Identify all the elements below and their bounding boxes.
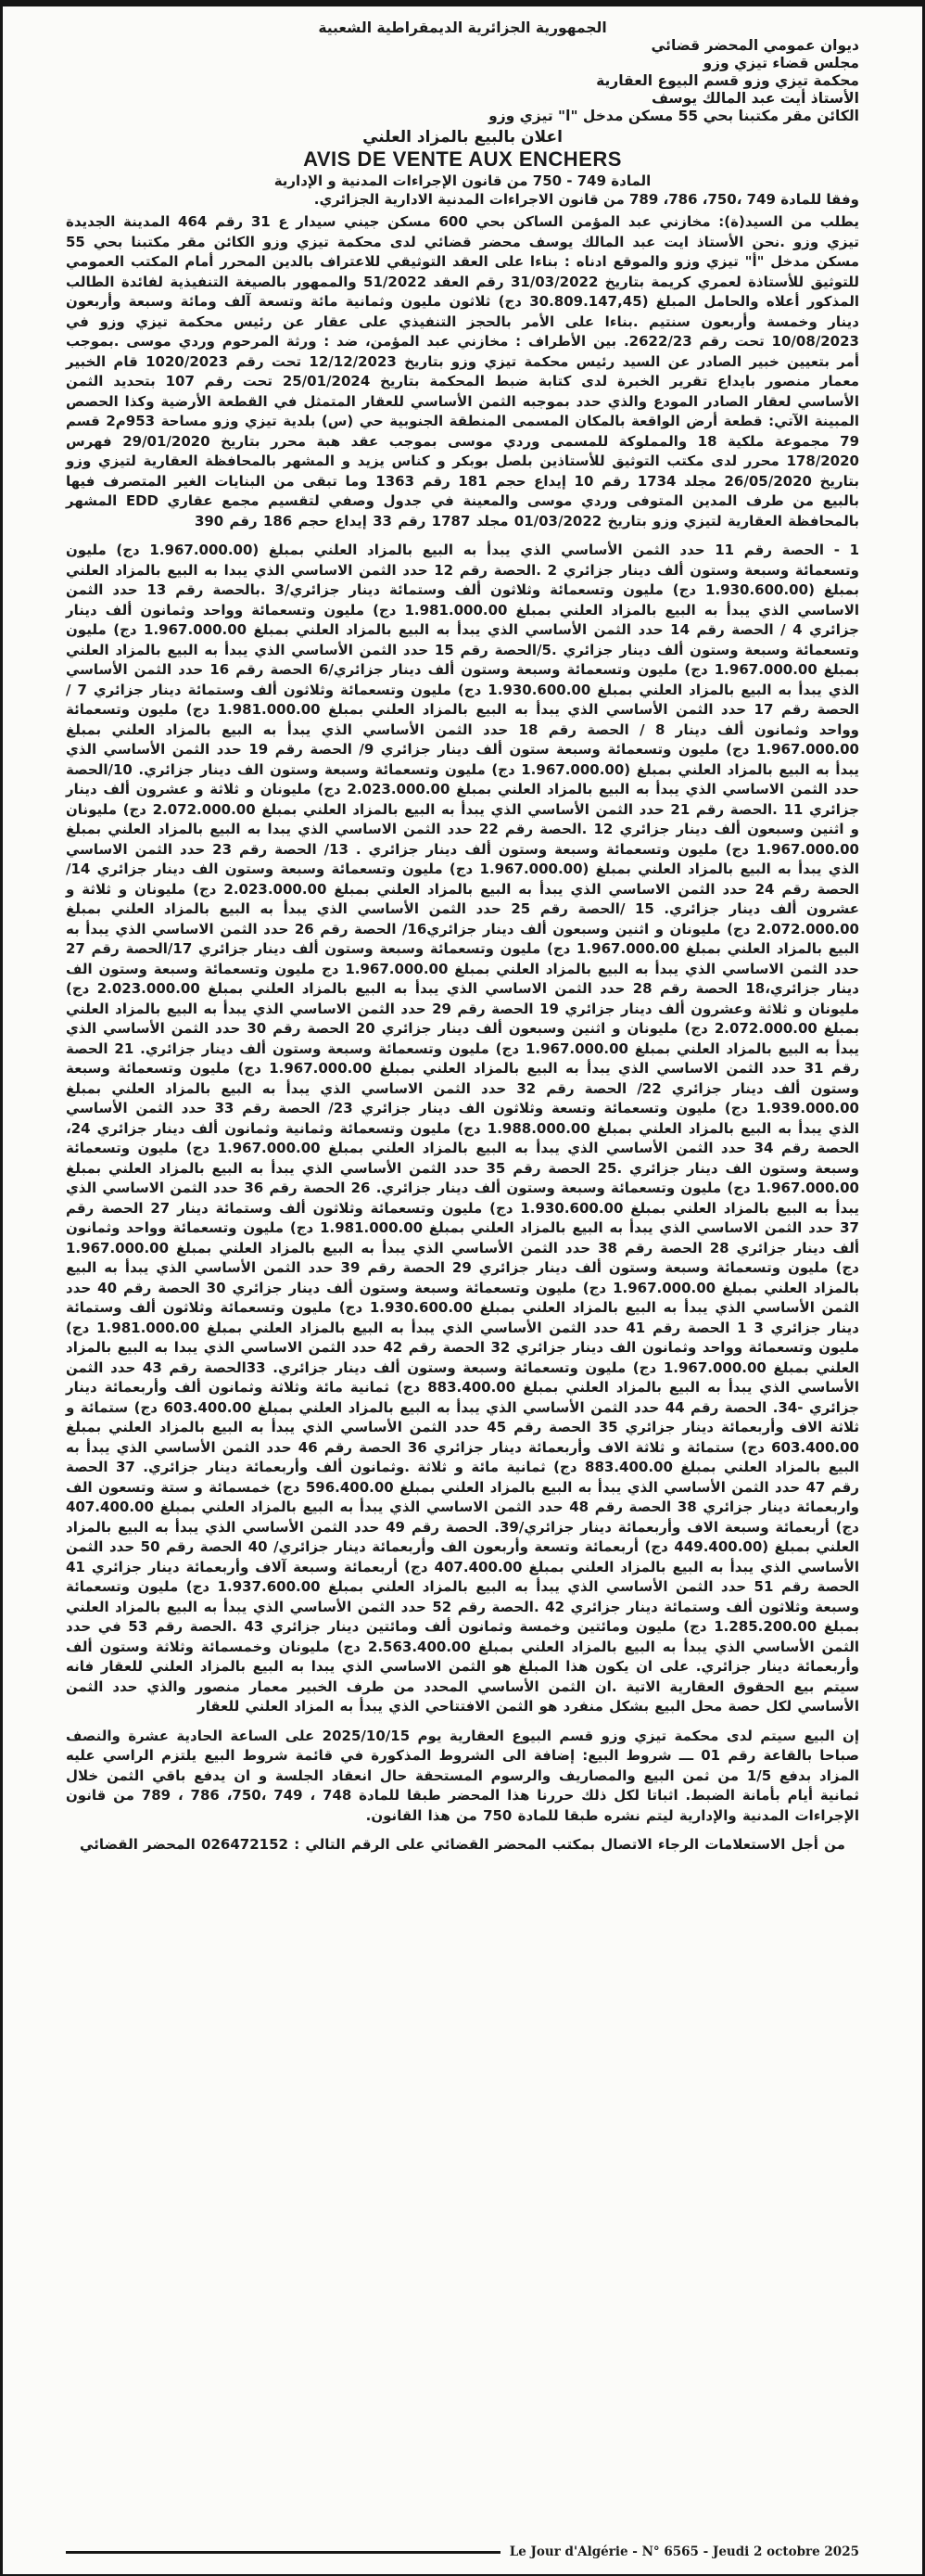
notice-body: [66, 212, 859, 1865]
legal-basis-line-2: وفقا للمادة 749 ،750، 786، 789 من قانون الاجراءات المدنية الادارية الجزائري.: [313, 191, 859, 208]
body-paragraph-intro: يطلب من السيد(ة): مخازني عبد المؤمن الساكن بحي 600 مسكن جيني سيدار ع 31 رقم 464 المدينة الجديدة تيزي وزو .نحن الأستاذ ايت عبد المالك يوسف محضر قضائي لدى محكمة تيزي وزو الكائن مقر مكتبنا بحي 55 مسكن مدخل "أ" تيزي وزو والموقع ادناه : بناءا على العقد التوثيقي للاعتراف بالدين المحرر أمام المكتب العمومي للتوثيق للأستاذة لعمري كريمة بتاريخ 31/03/2022 رقم العقد 51/2022 والممهور بالصيغة التنفيذية لفائدة الطالب المذكور أعلاه والحامل المبلغ (30.809.147,45 دج) ثلاثون مليون وثمانية مائة وتسعة آلف ومائة وسبعة وأربعون دينار وخمسة وأربعون سنتيم .بناءا على الأمر بالحجز التنفيذي على عقار عن رئيس محكمة تيزي وزو في 10/08/2023 تحت رقم 2622/23. بين الأطراف : مخازني عبد المؤمن، ضد : ورثة المرحوم وردي موسى .بموجب أمر بتعيين خبير الصادر عن السيد رئيس محكمة تيزي وزو بتاريخ 12/12/2023 تحت رقم 1020/2023 قام الخبير معمار منصور بايداع تقرير الخبرة لدى كتابة ضبط المحكمة بتاريخ 25/01/2024 تحت رقم 107 بتحديد الثمن الأساسي لعقار الصادر المودع والذي حدد بموجبه الثمن الأساسي للعقار المتمثل في القطعة الأرضية وكذا الحصص المبينة الآتي: قطعة أرض الواقعة بالمكان المسمى المنطقة الجنوبية حي (س) بلدية تيزي وزو مساحة 953م2 قسم 79 مجموعة ملكية 18 والمملوكة للمسمى وردي موسى بموجب عقد هبة محرر بتاريخ 29/01/2020 فهرس 178/2020 محرر لدى مكتب التوثيق للأستاذين بلصل بوبكر و كناس يزيد و المشهر بالمحافظة العقارية لتيزي وزو بتاريخ 26/05/2020 مجلد 1734 رقم 10 إيداع حجم 181 رقم 1363 وما تبقى من البنايات الغير المتصرف فيها بالبيع من طرف المدين المتوفى وردي موسى والمعينة في جدول وصفي لتقسيم مجمع عقاري EDD المشهر بالمحافظة العقارية لتيزي وزو بتاريخ 01/03/2022 مجلد 1787 رقم 33 إيداع حجم 186 رقم 390: [66, 213, 860, 529]
header-office: ديوان عمومي المحضر قضائي: [651, 37, 859, 54]
body-paragraph-lots: 1 - الحصة رقم 11 حدد الثمن الأساسي الذي يبدأ به البيع بالمزاد العلني بمبلغ (1.967.000.00 دج) مليون وتسعمائة وسبعة وستون ألف دينار جزائري 2 .الحصة رقم 12 حدد الثمن الاساسي الذي يبدا به البيع بالمزاد العلني بمبلغ (1.930.600.00 دج) مليون وتسعمائة وثلاثون ألف وستمائة دينار جزائري/3 .بالحصة رقم 13 حدد الثمن الاساسي الذي يبدأ به البيع بالمزاد العلني بمبلغ 1.981.000.00 دج) مليون وتسعمائة وواحد وثمانون ألف دينار جزائري 4 / الحصة رقم 14 حدد الثمن الأساسي الذي يبدأ به البيع بالمزاد العلني بمبلغ 1.967.000.00 دج) مليون وتسعمائة وسبعة وستون ألف دينار جزائري .5/الحصة رقم 15 حدد الثمن الأساسي الذي يبدأ به البيع بالمزاد العلني بمبلغ 1.967.000.00 دج) مليون وتسعمائة وسبعة وستون ألف دينار جزائري/6 الحصة رقم 16 حدد الثمن الأساسي الذي يبدأ به البيع بالمزاد العلني بمبلغ 1.930.600.00 دج) مليون وتسعمائة وثلاثون ألف وستمائة دينار جزائري 7 / الحصة رقم 17 حدد الثمن الأساسي الذي يبدأ به البيع بالمزاد العلني بمبلغ 1.981.000.00 دج) مليون وتسعمائة وواحد وثمانون ألف دينار 8 / الحصة رقم 18 حدد الثمن الأساسي الذي يبدأ به البيع بالمزاد العلني بمبلغ 1.967.000.00 دج) مليون وتسعمائة وسبعة ستون ألف دينار جزائري 9/ الحصة رقم 19 حدد الثمن الأساسي الذي يبدأ به البيع بالمزاد العلني بمبلغ (1.967.000.00 دج) مليون وتسعمائة وسبعة وستون الف دينار جزائري. 10/الحصة حدد الثمن الاساسي الذي يبدأ به البيع بالمزاد العلني بمبلغ 2.023.000.00 دج) مليونان و ثلاثة و عشرون ألف دينار جزائري 11 .الحصة رقم 21 حدد الثمن الأساسي الذي يبدأ به البيع بالمزاد العلني بمبلغ 2.072.000.00 دج) مليونان و اثنين وسبعون ألف دينار جزائري 12 .الحصة رقم 22 حدد الثمن الاساسي الذي يبدا به البيع بالمزاد العلني بمبلغ 1.967.000.00 دج) مليون وتسعمائة وسبعة وستون ألف دينار جزائري . 13/ الحصة رقم 23 حدد الثمن الاساسي الذي يبدأ به البيع بالمزاد العلني بمبلغ (1.967.000.00 دج) مليون وتسعمائة وسبعة وستون الف دينار جزائري 14/الحصة رقم 24 حدد الثمن الاساسي الذي يبدأ به البيع بالمزاد العلني بمبلغ 2.023.000.00 دج) مليونان و ثلاثة و عشرون ألف دينار جزائري. 15 /الحصة رقم 25 حدد الثمن الأساسي الذي يبدأ به البيع بالمزاد العلني بمبلغ 2.072.000.00 دج) مليونان و اثنين وسبعون ألف دينار جزائري16/ الحصة رقم 26 حدد الثمن الاساسي الذي يبدأ به البيع بالمزاد العلني بمبلغ 1.967.000.00 دج) مليون وتسعمائة وسبعة وستون ألف دينار جزائري 17/الحصة رقم 27 حدد الثمن الاساسي الذي يبدأ به البيع بالمزاد العلني بمبلغ 1.967.000.00 دج مليون وتسعمائة وسبعة وستون الف دينار جزائري،18 الحصة رقم 28 حدد الثمن الاساسي الذي يبدأ به البيع بالمزاد العلني بمبلغ 2.023.000.00 دج) مليونان و ثلاثة وعشرون ألف دينار جزائري 19 الحصة رقم 29 حدد الثمن الاساسي الذي يبدأ به البيع بالمزاد العلني بمبلغ 2.072.000.00 دج) مليونان و اثنين وسبعون ألف دينار جزائري 20 الحصة رقم 30 حدد الثمن الأساسي الذي يبدأ به البيع بالمزاد العلني بمبلغ 1.967.000.00 دج) مليون وتسعمائة وسبعة وستون ألف دينار جزائري. 21 الحصة رقم 31 حدد الثمن الاساسي الذي يبدأ به البيع بالمزاد العلني بمبلغ 1.967.000.00 دج) مليون وتسعمائة وسبعة وستون ألف دينار جزائري 22/ الحصة رقم 32 حدد الثمن الاساسي الذي يبدأ به البيع بالمزاد العلني بمبلغ 1.939.000.00 دج) مليون وتسعمائة وتسعة وثلاثون الف دينار جزائري 23/ الحصة رقم 33 حدد الثمن الأساسي الذي يبدأ به البيع بالمزاد العلني بمبلغ 1.988.000.00 دج) مليون وتسعمائة وثمانية وثمانون ألف دينار جزائري 24، الحصة رقم 34 حدد الثمن الأساسي الذي يبدأ به البيع بالمزاد العلني بمبلغ 1.967.000.00 دج) مليون وتسعمائة وسبعة وستون الف دينار جزائري .25 الحصة رقم 35 حدد الثمن الأساسي الذي يبدأ به البيع بالمزاد العلني بمبلغ 1.967.000.00 دج) مليون وتسعمائة وسبعة وستون ألف دينار جزائري. 26 الحصة رقم 36 حدد الثمن الاساسي الذي يبدأ به البيع بالمزاد العلني بمبلغ 1.930.600.00 دج) مليون وتسعمائة وثلاثون ألف وستمائة دينار 27 الحصة رقم 37 حدد الثمن الاساسي الذي يبدأ به البيع بالمزاد العلني بمبلغ 1.981.000.00 دج) مليون وتسعمائة وواحد وثمانون ألف دينار جزائري 28 الحصة رقم 38 حدد الثمن الأساسي الذي يبدأ به البيع بالمزاد العلني بمبلغ 1.967.000.00 دج) مليون وتسعمائة وسبعة وستون ألف دينار جزائري 29 الحصة رقم 39 حدد الثمن الأساسي الذي يبدأ به البيع بالمزاد العلني بمبلغ 1.967.000.00 دج) مليون وتسعمائة وسبعة وستون ألف دينار جزائري 30 الحصة رقم 40 حدد الثمن الأساسي الذي يبدأ به البيع بالمزاد العلني بمبلغ 1.930.600.00 دج) مليون وتسعمائة وثلاثون ألف وستمائة دينار جزائري 3 1 الحصة رقم 41 حدد الثمن الأساسي الذي يبدأ به البيع بالمزاد العلني بمبلغ 1.981.000.00 دج) مليون وتسعمائة وواحد وثمانون الف دينار جزائري 32 الحصة رقم 42 حدد الثمن الاساسي الذي يبدا به البيع بالمزاد العلني بمبلغ 1.967.000.00 دج) مليون وتسعمائة وسبعة وستون ألف دينار جزائري. 33الحصة رقم 43 حدد الثمن الأساسي الذي يبدأ به البيع بالمزاد العلني بمبلغ 883.400.00 دج) ثمانية مائة وثلاثة وثمانون ألف وأربعمائة دينار جزائري -34. الحصة رقم 44 حدد الثمن الأساسي الذي يبدأ به البيع بالمزاد العلني بمبلغ 603.400.00 دج) ستمائة و ثلاثة الاف وأربعمائة دينار جزائري 35 الحصة رقم 45 حدد الثمن الأساسي الذي يبدأ به البيع بالمزاد العلني بمبلغ 603.400.00 دج) ستمائة و ثلاثة الاف وأربعمائة دينار جزائري 36 الحصة رقم 46 حدد الثمن الأساسي الذي يبدأ به البيع بالمزاد العلني بمبلغ 883.400.00 دج) ثمانية مائة و ثلاثة .وثمانون ألف وأربعمائة دينار جزائري. 37 الحصة رقم 47 حدد الثمن الأساسي الذي يبدأ به البيع بالمزاد العلني بمبلغ 596.400.00 دج) خمسمائة و ستة وتسعون الف واربعمائة دينار جزائري 38 الحصة رقم 48 حدد الثمن الاساسي الذي يبدأ به البيع بالمزاد العلني بمبلغ 407.400.00 دج) أربعمائة وسبعة الاف وأربعمائة دينار جزائري/39. الحصة رقم 49 حدد الثمن الأساسي الذي يبدأ به البيع بالمزاد العلني بمبلغ (449.400.00 دج) أربعمائة وتسعة وأربعون الف وأربعمائة دينار جزائري/ 40 الحصة رقم 50 حدد الثمن الأساسي الذي يبدأ به البيع بالمزاد العلني بمبلغ 407.400.00 دج) أربعمائة وسبعة آلاف وأربعمائة دينار جزائري 41 الحصة رقم 51 حدد الثمن الأساسي الذي يبدأ به البيع بالمزاد العلني بمبلغ 1.937.600.00 دج) مليون وتسعمائة وسبعة وثلاثون ألف وستمائة دينار جزائري 42 .الحصة رقم 52 حدد الثمن الأساسي الذي يبدأ به البيع بالمزاد العلني بمبلغ 1.285.200.00 دج) مليون ومائتين وخمسة وثمانون ألف ومائتين دينار جزائري 43 .الحصة رقم 53 في حدد الثمن الأساسي الذي يبدأ به البيع بالمزاد العلني بمبلغ 2.563.400.00 دج) مليونان وخمسمائة وثلاثة وستون ألف وأربعمائة دينار جزائري. على ان يكون هذا المبلغ هو الثمن الاساسي الذي يبدا به البيع بالمزاد العلني للعقار فانه سيتم بيع الحقوق العقارية الاتية .ان الثمن الأساسي المحدد من طرف الخبير معمار منصور والذي حدد الثمن الأساسي لكل حصة محل البيع بشكل منفرد هو الثمن الافتتاحي الذي يبدأ به المزاد العلني للعقار: [66, 542, 860, 1715]
legal-basis-line-1: المادة 749 - 750 من قانون الإجراءات المدنية و الإدارية: [273, 172, 652, 189]
body-paragraph-sale-conditions: إن البيع سيتم لدى محكمة تيزي وزو قسم البيوع العقارية يوم 2025/10/15 على الساعة الحادية عشرة والنصف صباحا بالقاعة رقم 01 ـــ شروط البيع: إضافة الى الشروط المذكورة في قائمة شروط البيع يلتزم الراسي عليه المزاد بدفع 1/5 من ثمن البيع والمصاريف والرسوم المستحقة حال انعقاد الجلسة و ان يدفع باقي الثمن خلال ثمانية أيام بأمانة الضبط. اثباتا لكل ذلك حررنا هذا المحضر طبقا للمادة 748 ، 749 ،750، 786 ، 789 من قانون الإجراءات المدنية والإدارية ليتم نشره طبقا للمادة 750 من هذا القانون.: [66, 1727, 860, 1824]
footer-rule: [66, 2551, 501, 2554]
notice-title-arabic: اعلان بالبيع بالمزاد العلني: [362, 128, 563, 147]
body-paragraph-contact: من أجل الاستعلامات الرجاء الاتصال بمكتب المحضر القضائي على الرقم التالي : 026472152 المحضر القضائي: [80, 1836, 845, 1853]
notice-title-french: AVIS DE VENTE AUX ENCHERS: [303, 147, 622, 171]
header-office-address: الكائن مقر مكتبنا بحي 55 مسكن مدخل "ا" تيزي وزو: [488, 108, 859, 124]
footer-masthead: Le Jour d'Algérie - N° 6565 - Jeudi 2 octobre 2025: [509, 2544, 859, 2559]
newspaper-footer: [66, 2544, 859, 2565]
ad-header: [66, 19, 859, 125]
header-bailiff-name: الأستاذ أيت عبد المالك يوسف: [651, 90, 859, 107]
header-council: مجلس قضاء تيزي وزو: [703, 55, 859, 71]
header-court: محكمة تيزي وزو قسم البيوع العقارية: [596, 72, 859, 89]
header-country: الجمهورية الجزائرية الديمقراطية الشعبية: [318, 19, 607, 36]
